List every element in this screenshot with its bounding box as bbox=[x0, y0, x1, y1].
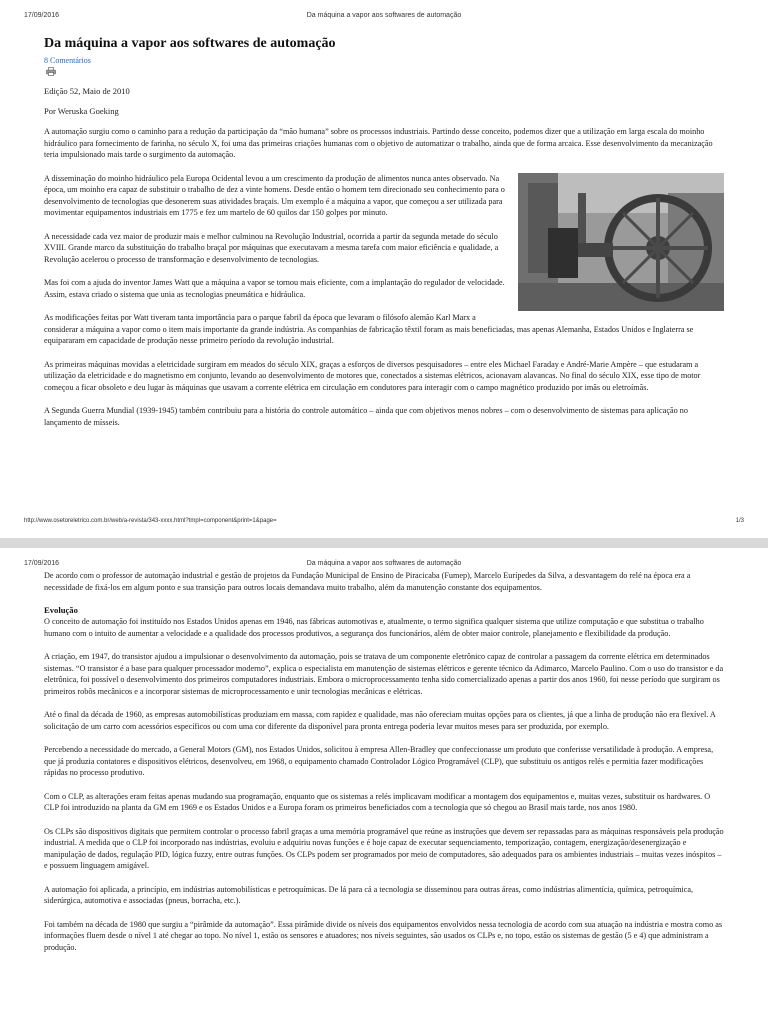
paragraph: A necessidade cada vez maior de produzir mais e melhor culminou na Revolução Industrial, ocorrida a partir da segunda metade do século XVIII. Grande marco da substituição do trabalho braçal por máquinas que executavam a mesma tarefa com maior eficiência e qualidade, a Revolução acelerou o processo de transformação e desenvolvimento de tecnologias. bbox=[44, 231, 499, 264]
printer-icon[interactable] bbox=[46, 67, 56, 76]
paragraph: A Segunda Guerra Mundial (1939-1945) também contribuiu para a história do controle automático – ainda que com objetivos menos nobres – com o desenvolvimento de sistemas para aplicação no lançamento de mísseis. bbox=[44, 406, 688, 427]
section-heading: Evolução bbox=[44, 605, 78, 615]
paragraph: As primeiras máquinas movidas a eletricidade surgiram em meados do século XIX, graças a esforços de diversos pesquisadores – entre eles Michael Faraday e André-Marie Ampère – que estudaram a utilização da eletricidade e do magnetismo em conjunto, levando ao desenvolvimento de motores que, conectados a sistemas elétricos, acionavam alavancas. No final do século XIX, esse tipo de motor começou a ficar obsoleto e deu lugar às máquinas que usavam a corrente elétrica em circulação em condutores para interagir com o campo magnético produzido por imãs ou eletroímãs. bbox=[44, 359, 701, 392]
paragraph: De acordo com o professor de automação industrial e gestão de projetos da Fundação Municipal de Ensino de Piracicaba (Fumep), Marcelo Eurípedes da Silva, a desvantagem do relé na época era a necessidade de fixá-los em algum ponto e sua transição para outros locais demandava muito trabalho, além da manutenção constante dos equipamentos. bbox=[44, 571, 691, 592]
print-header-title: Da máquina a vapor aos softwares de automação bbox=[306, 12, 462, 19]
article-title: Da máquina a vapor aos softwares de automação bbox=[44, 36, 336, 51]
steam-engine-photo bbox=[518, 173, 724, 311]
print-header bbox=[24, 12, 744, 24]
paragraph: As modificações feitas por Watt tiveram tanta importância para o parque fabril da época que levaram o filósofo alemão Karl Marx a considerar a máquina a vapor como o item mais importante da grande indústria. As companhias de fabricação têxtil foram as mais beneficiadas, mas apenas Alemanha, Estados Unidos e Inglaterra se equipararam em capacidade de produção nesse primeiro período da revolução industrial. bbox=[44, 313, 694, 345]
article-body-continued bbox=[44, 570, 724, 965]
print-date: 17/09/2016 bbox=[24, 560, 60, 567]
article-body bbox=[44, 36, 724, 440]
footer-page-number: 1/3 bbox=[735, 518, 744, 524]
print-footer bbox=[24, 518, 744, 528]
edition-info: Edição 52, Maio de 2010 bbox=[44, 86, 130, 96]
footer-url: http://www.osetoreletrico.com.br/web/a-revista/343-xxxx.html?tmpl=component&print=1&page= bbox=[24, 518, 277, 524]
paragraph: Percebendo a necessidade do mercado, a General Motors (GM), nos Estados Unidos, solicitou à empresa Allen-Bradley que confeccionasse um produto que conferisse versatilidade à produção. A empresa, que já produzia contatores e dispositivos elétricos, desenvolveu, em 1968, o equipamento chamado Controlador Lógico Programável (CLP), que substituiu os antigos relés e permitia fazer modificações rápidas no processo produtivo. bbox=[44, 745, 714, 777]
paragraph: O conceito de automação foi instituído nos Estados Unidos apenas em 1946, nas fábricas automotivas e, atualmente, o termo significa qualquer sistema que utilize computação e que substitua o trabalho humano com o intuito de aumentar a velocidade e a qualidade dos processos produtivos, a segurança dos funcionários, além de obter maior controle, planejamento e flexibilidade da produção. bbox=[44, 617, 704, 638]
page-separator bbox=[0, 538, 768, 548]
comments-link[interactable]: 8 Comentários bbox=[44, 56, 91, 65]
paragraph: A disseminação do moinho hidráulico pela Europa Ocidental levou a um crescimento da produção de alimentos nunca antes observado. Na época, um moinho era capaz de substituir o trabalho de dez a vinte homens. Desde então o homem tem direcionado seu conhecimento para o desenvolvimento de tecnologias que desonerem suas atividades braçais. Um exemplo é a máquina a vapor, que começou a ser utilizada para movimentar equipamentos industriais em 1775 e fez um martelo de 60 quilos dar 150 golpes por minuto. bbox=[44, 173, 505, 217]
print-page-2 bbox=[0, 548, 768, 1024]
paragraph: A automação surgiu como o caminho para a redução da participação da “mão humana” sobre os processos industriais. Partindo desse conceito, podemos dizer que a utilização em larga escala do moinho hidráulico para fornecimento de farinha, no século X, foi uma das primeiras criações humanas com o objetivo de automatizar o trabalho, ainda que de forma arcaica. Esse desenvolvimento da mecanização teria impulsionado mais tarde o surgimento da automação. bbox=[44, 127, 713, 159]
paragraph: Os CLPs são dispositivos digitais que permitem controlar o processo fabril graças a uma memória programável que reúne as instruções que devem ser repassadas para as máquinas responsáveis pela produção industrial. A medida que o CLP foi incorporado nas indústrias, evoluiu e adquiriu novas funções e é hoje capaz de executar sequenciamento, temporização, contagem, energização/desenergização e manipulação de dados, regulação PID, lógica fuzzy, entre outras funções. Os CLPs podem ser programados por meio de computadores, são adequados para os ambientes industriais – muitas vezes inóspitos – e possuem linguagem amigável. bbox=[44, 826, 724, 870]
paragraph: Com o CLP, as alterações eram feitas apenas mudando sua programação, enquanto que os sistemas a relés implicavam modificar a montagem dos equipamentos e, muitas vezes, substituir os hardwares. O CLP foi introduzido na planta da GM em 1969 e os Estados Unidos e a Europa foram os primeiros beneficiados com a tecnologia que só chegou ao Brasil mais tarde, nos anos 1980. bbox=[44, 791, 711, 812]
paragraph: A criação, em 1947, do transistor ajudou a impulsionar o desenvolvimento da automação, pois se tratava de um componente eletrônico capaz de controlar a passagem da corrente elétrica em determinados sistemas. “O transistor é a base para qualquer processador moderno”, explica o especialista em manutenção de sistemas elétricos e gerente técnico da Adimarco, Marcelo Paulino. Com o uso do transistor e da eletrônica, foi possível o desenvolvimento dos primeiros computadores industriais. Embora o microprocessamento tenha sido comercializado apenas a partir dos anos 1960, foi nesse período que surgiram os primeiros robôs mecânicos e a incorporar sistemas de microprocessamento e unir tecnologias mecânicas e elétricas. bbox=[44, 652, 724, 696]
paragraph: A automação foi aplicada, a princípio, em indústrias automobilísticas e petroquímicas. De lá para cá a tecnologia se disseminou para outras áreas, como indústrias alimentícia, química, petroquímica, siderúrgica, automotiva e associadas (pneus, borracha, etc.). bbox=[44, 884, 694, 905]
paragraph: Foi também na década de 1980 que surgiu a “pirâmide da automação”. Essa pirâmide divide os níveis dos equipamentos envolvidos nessa tecnologia de acordo com sua atuação na indústria e mostra como as informações fluem desde o nível 1 até chegar ao topo. No nível 1, estão os sensores e atuadores; nos níveis seguintes, são usados os CLPs e, no topo, estão os sistemas de gestão (5 e 4) que administram a produção. bbox=[44, 919, 723, 952]
paragraph: Mas foi com a ajuda do inventor James Watt que a máquina a vapor se tornou mais eficiente, com a implantação do regulador de velocidade. Assim, estava criado o sistema que unia as tecnologias pneumática e hidráulica. bbox=[44, 278, 505, 299]
print-header-title: Da máquina a vapor aos softwares de automação bbox=[306, 560, 462, 567]
print-date: 17/09/2016 bbox=[24, 12, 60, 19]
author-byline: Por Weruska Goeking bbox=[44, 106, 119, 116]
paragraph: Até o final da década de 1960, as empresas automobilísticas produziam em massa, com rapidez e qualidade, mas não ofereciam muitas opções para os clientes, já que a linha de produção não era flexível. A solicitação de um carro com acessórios específicos ou com uma cor diferente da disponível para pronta entrega poderia levar muitos meses para ser produzida, por exemplo. bbox=[44, 710, 716, 731]
